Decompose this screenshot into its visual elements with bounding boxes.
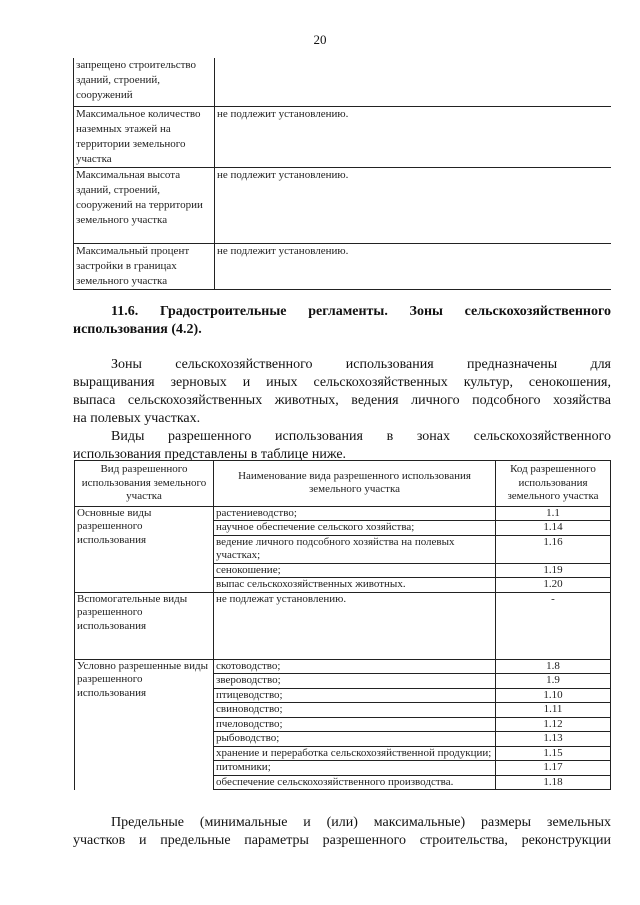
param-label: запрещено строительство зданий, строений, сооружений <box>74 58 215 107</box>
param-label: Максимальное количество наземных этажей на территории земельного участка <box>74 107 215 168</box>
table-row <box>75 592 611 645</box>
use-code-cell: 1.15 <box>496 746 611 761</box>
table-row <box>75 659 611 674</box>
use-name-cell: птицеводство; <box>214 688 496 703</box>
use-name-cell: обеспечение сельскохозяйственного производства. <box>214 775 496 790</box>
use-kind-cell: Условно разрешенные виды разрешенного использования <box>75 659 214 790</box>
param-value: не подлежит установлению. <box>215 107 612 168</box>
use-name-cell: свиноводство; <box>214 703 496 718</box>
table-spacer-row <box>75 645 611 660</box>
param-value <box>215 58 612 107</box>
use-kind-cell: Основные виды разрешенного использования <box>75 506 214 592</box>
paragraph-uses-intro <box>73 428 611 464</box>
use-code-cell: 1.14 <box>496 521 611 536</box>
param-value: не подлежит установлению. <box>215 244 612 290</box>
use-code-cell: 1.18 <box>496 775 611 790</box>
parameters-table <box>73 58 611 290</box>
use-name-cell: растениеводство; <box>214 506 496 521</box>
text-line: на полевых участках. <box>73 411 201 426</box>
paragraph-zone-purpose <box>73 356 611 428</box>
column-header: Код разрешенного использования земельного участка <box>496 461 611 507</box>
table-header-row <box>75 461 611 507</box>
table-row <box>75 506 611 521</box>
section-heading-line: 11.6. Градостроительные регламенты. Зоны сельскохозяйственного <box>111 304 611 319</box>
use-code-cell: 1.8 <box>496 659 611 674</box>
use-name-cell: звероводство; <box>214 674 496 689</box>
use-code-cell: 1.17 <box>496 761 611 776</box>
use-code-cell: 1.19 <box>496 563 611 578</box>
section-heading <box>73 303 611 339</box>
use-code-cell: - <box>496 592 611 645</box>
column-header: Наименование вида разрешенного использования земельного участка <box>214 461 496 507</box>
use-code-cell: 1.20 <box>496 578 611 593</box>
text-line: Виды разрешенного использования в зонах сельскохозяйственного <box>111 429 611 444</box>
use-code-cell: 1.10 <box>496 688 611 703</box>
use-code-cell: 1.9 <box>496 674 611 689</box>
text-line: выпаса сельскохозяйственных животных, ведения личного подсобного хозяйства <box>73 393 611 408</box>
param-label: Максимальная высота зданий, строений, сооружений на территории земельного участка <box>74 168 215 244</box>
text-line: Предельные (минимальные и (или) максимальные) размеры земельных <box>111 815 611 830</box>
use-name-cell: пчеловодство; <box>214 717 496 732</box>
text-line: участков и предельные параметры разрешенного строительства, реконструкции <box>73 833 611 848</box>
use-code-cell: 1.11 <box>496 703 611 718</box>
use-code-cell: 1.16 <box>496 535 611 563</box>
use-name-cell: научное обеспечение сельского хозяйства; <box>214 521 496 536</box>
param-label: Максимальный процент застройки в границах земельного участка <box>74 244 215 290</box>
use-kind-cell: Вспомогательные виды разрешенного использования <box>75 592 214 645</box>
page-number: 20 <box>313 32 327 47</box>
use-name-cell: выпас сельскохозяйственных животных. <box>214 578 496 593</box>
column-header: Вид разрешенного использования земельного участка <box>75 461 214 507</box>
use-name-cell: питомники; <box>214 761 496 776</box>
use-name-cell: хранение и переработка сельскохозяйственной продукции; <box>214 746 496 761</box>
use-name-cell: не подлежат установлению. <box>214 592 496 645</box>
use-name-cell: ведение личного подсобного хозяйства на полевых участках; <box>214 535 496 563</box>
use-code-cell: 1.1 <box>496 506 611 521</box>
permitted-uses-table <box>74 460 611 790</box>
paragraph-limits <box>73 814 611 850</box>
text-line: использования представлены в таблице ниже. <box>73 447 347 462</box>
table-row <box>74 168 612 244</box>
use-name-cell: сенокошение; <box>214 563 496 578</box>
use-name-cell: рыбоводство; <box>214 732 496 747</box>
use-name-cell: скотоводство; <box>214 659 496 674</box>
table-row <box>74 58 612 107</box>
use-code-cell: 1.13 <box>496 732 611 747</box>
use-code-cell: 1.12 <box>496 717 611 732</box>
param-value: не подлежит установлению. <box>215 168 612 244</box>
section-heading-line: использования (4.2). <box>73 322 202 337</box>
table-row <box>74 244 612 290</box>
table-row <box>74 107 612 168</box>
text-line: Зоны сельскохозяйственного использования предназначены для <box>111 357 611 372</box>
text-line: выращивания зерновых и иных сельскохозяйственных культур, сенокошения, <box>73 375 611 390</box>
